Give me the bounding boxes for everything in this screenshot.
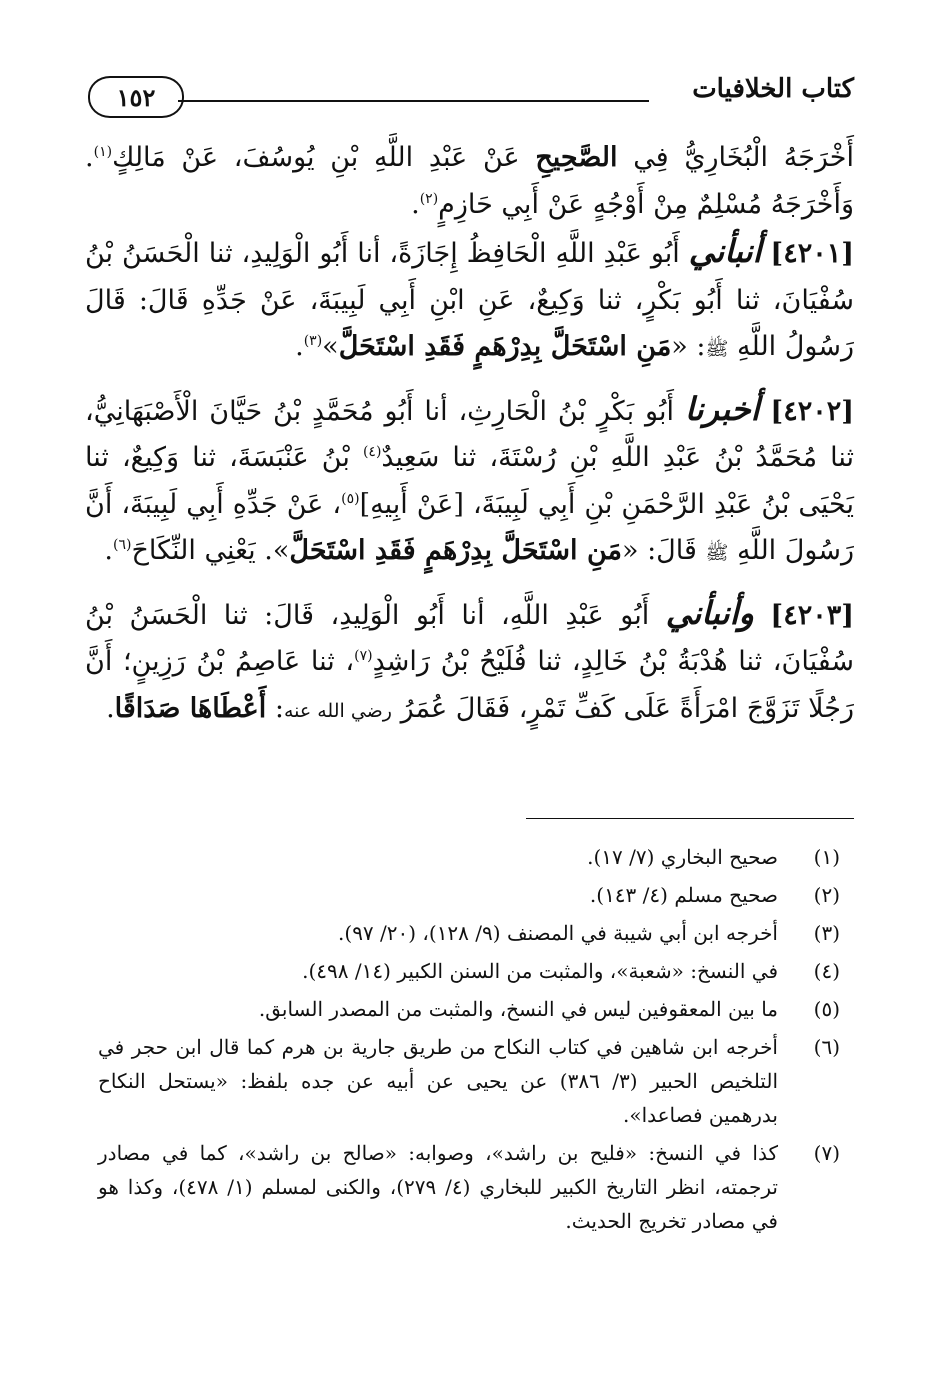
footnote-separator: [526, 818, 854, 819]
footnote-number: (٤): [813, 959, 840, 983]
footnote-number: (٢): [813, 883, 840, 907]
transmission-verb: وأنبأني: [665, 593, 754, 632]
text-run: . وَأَخْرَجَهُ مُسْلِمٌ مِنْ أَوْجُهٍ عَنْ أَبِي حَازِمٍ: [85, 142, 854, 220]
footnote-number: (٥): [813, 997, 840, 1021]
hadith-number: [٤٢٠٢]: [770, 395, 854, 427]
text-run: أَخْرَجَهُ الْبُخَارِيُّ فِي: [617, 142, 854, 173]
hadith-4203: [85, 590, 854, 735]
text-run: ، ثنا عَاصِمُ بْنُ رَزِينٍ؛ أَنَّ رَجُلًا تَزَوَّجَ امْرَأَةً عَلَى كَفِّ تَمْرٍ، فَقَالَ عُمَرُ: [85, 646, 854, 724]
salutation-glyph: ﷺ: [705, 542, 729, 564]
page-header: [88, 70, 854, 130]
footnote-number: (٣): [813, 921, 840, 945]
text-run: .: [411, 188, 420, 220]
footnote-number: (٦): [813, 1035, 840, 1059]
footnote: [98, 992, 840, 1026]
footnote-number: (١): [813, 845, 840, 869]
footnote-ref[interactable]: (٤): [362, 444, 382, 460]
footnote-ref[interactable]: (٥): [341, 490, 360, 507]
text-run: »: [322, 331, 339, 362]
footnotes: [98, 840, 840, 1242]
hadith-text: مَنِ اسْتَحَلَّ بِدِرْهَمٍ فَقَدِ اسْتَحَلَّ: [338, 331, 672, 362]
footnote-text: في النسخ: «شعبة»، والمثبت من السنن الكبير (١٤/ ٤٩٨).: [302, 959, 778, 983]
text-run: أَبُو عَبْدِ اللَّهِ الْحَافِظُ إِجَازَةً، أنا أَبُو الْوَلِيدِ، ثنا الْحَسَنُ بْنُ سُفْيَانَ، ثنا أَبُو بَكْرٍ، ثنا وَكِيعٌ، عَنِ ابْنِ أَبِي لَبِيبَةَ، عَنْ جَدِّهِ قَالَ: قَالَ رَسُولُ اللَّهِ: [85, 238, 854, 362]
transmission-verb: أخبرنا: [684, 389, 760, 428]
page-number: ١٥٢: [116, 83, 156, 112]
text-run: ». يَعْنِي النِّكَاحَ: [131, 535, 290, 566]
text-run: ، عَنْ جَدِّهِ أَبِي لَبِيبَةَ، أَنَّ رَسُولَ اللَّهِ: [85, 488, 854, 566]
footnote-ref[interactable]: (٦): [113, 537, 132, 553]
footnote: [98, 954, 840, 988]
text-run: أَبُو عَبْدِ اللَّهِ، أنا أَبُو الْوَلِيدِ، قَالَ: ثنا الْحَسَنُ بْنُ سُفْيَانَ، ثنا هُدْبَةُ بْنُ خَالِدٍ، ثنا فُلَيْحُ بْنُ رَاشِدٍ: [85, 599, 854, 677]
header-rule: [178, 100, 649, 102]
footnote-text: صحيح مسلم (٤/ ١٤٣).: [589, 883, 778, 907]
page-number-badge: [88, 76, 184, 118]
footnote: [98, 1136, 840, 1238]
hadith-4201: [85, 228, 854, 373]
footnote: [98, 916, 840, 950]
main-text: [85, 135, 854, 734]
footnote-text: صحيح البخاري (٧/ ١٧).: [587, 845, 778, 869]
hadith-number: [٤٢٠١]: [770, 238, 854, 269]
hadith-4202: [85, 386, 854, 577]
paragraph-takhrij: [85, 135, 854, 228]
athar-text: أَعْطَاهَا صَدَاقًا: [114, 692, 267, 724]
footnote-text: أخرجه ابن أبي شيبة في المصنف (٩/ ١٢٨)، (٢٠/ ٩٧).: [338, 921, 778, 945]
footnote-ref[interactable]: (٢): [419, 190, 439, 207]
text-run: أَبُو بَكْرٍ بْنُ الْحَارِثِ، أنا أَبُو مُحَمَّدٍ بْنُ حَيَّانَ الْأَصْبَهَانِيُّ، ثنا مُحَمَّدُ بْنُ عَبْدِ اللَّهِ بْنِ رُسْتَةَ، ثنا سَعِيدٌ: [85, 395, 854, 473]
footnote-number: (٧): [813, 1141, 840, 1165]
text-run: .: [104, 535, 113, 566]
hadith-number: [٤٢٠٣]: [770, 599, 854, 631]
footnote-ref[interactable]: (٣): [303, 333, 323, 349]
text-run: .: [106, 692, 115, 724]
text-run: قَالَ: «: [621, 535, 706, 566]
hadith-text: مَنِ اسْتَحَلَّ بِدِرْهَمٍ فَقَدِ اسْتَحَلَّ: [289, 535, 622, 566]
text-run: :: [266, 692, 284, 724]
running-title: كتاب الخلافيات: [692, 74, 854, 104]
salutation-glyph: ﷺ: [705, 338, 729, 360]
footnote: [98, 840, 840, 874]
footnote: [98, 878, 840, 912]
text-run: عَنْ عَبْدِ اللَّهِ بْنِ يُوسُفَ، عَنْ مَالِكٍ: [112, 142, 536, 173]
transmission-verb: أنبأني: [688, 232, 762, 270]
footnote-ref[interactable]: (٧): [354, 648, 373, 664]
footnote-ref[interactable]: (١): [93, 144, 113, 160]
footnote-text: كذا في النسخ: «فليح بن راشد»، وصوابه: «صالح بن راشد»، كما في مصادر ترجمته، انظر التاريخ الكبير للبخاري (٤/ ٢٧٩)، والكنى لمسلم (١/ ٤٧٨)، وكذا هو في مصادر تخريج الحديث.: [98, 1141, 778, 1233]
text-run: بْنُ عَنْبَسَةَ، ثنا وَكِيعٌ، ثنا يَحْيَى بْنُ عَبْدِ الرَّحْمَنِ بْنِ أَبِي لَبِيبَةَ، [عَنْ أَبِيهِ]: [85, 442, 854, 520]
book-name: الصَّحِيحِ: [535, 142, 618, 173]
footnote: [98, 1030, 840, 1132]
salutation-glyph: رضي الله عنه: [283, 699, 392, 722]
text-run: : «: [671, 331, 706, 362]
footnote-text: ما بين المعقوفين ليس في النسخ، والمثبت من المصدر السابق.: [258, 997, 778, 1021]
footnote-text: أخرجه ابن شاهين في كتاب النكاح من طريق جارية بن هرم كما قال ابن حجر في التلخيص الحبير (٣/ ٣٨٦) عن يحيى عن أبيه عن جده بلفظ: «يستحل النكاح بدرهمين فصاعدا».: [98, 1035, 778, 1127]
text-run: .: [295, 331, 304, 362]
